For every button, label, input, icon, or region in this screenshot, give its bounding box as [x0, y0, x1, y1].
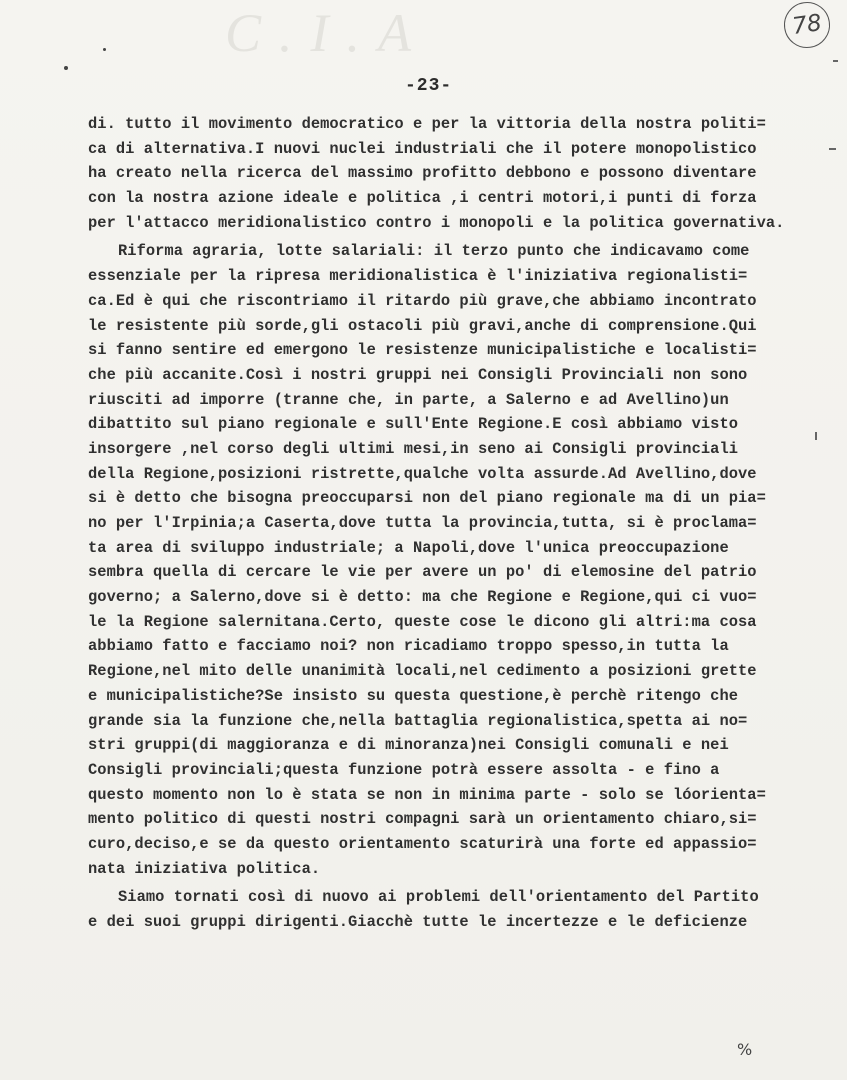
- text-line: le resistente più sorde,gli ostacoli più gravi,anche di comprensione.Qui: [88, 316, 757, 335]
- margin-mark: [829, 148, 836, 150]
- text-line: e municipalistiche?Se insisto su questa questione,è perchè ritengo che: [88, 686, 739, 705]
- typewritten-body: [88, 112, 828, 935]
- text-line: curo,deciso,e se da questo orientamento scaturirà una forte ed appassio=: [88, 834, 757, 853]
- paper-speck: [64, 66, 68, 70]
- text-line: e dei suoi gruppi dirigenti.Giacchè tutte le incertezze e le deficienze: [88, 913, 748, 931]
- corner-handwritten-mark: %: [737, 1040, 753, 1059]
- paragraph-start-line: Siamo tornati così di nuovo ai problemi dell'orientamento del Partito: [118, 888, 759, 907]
- text-line: nata iniziativa politica.: [88, 859, 321, 878]
- text-line: stri gruppi(di maggioranza e di minoranza)nei Consigli comunali e nei: [88, 736, 729, 755]
- text-line: riusciti ad imporre (tranne che, in parte, a Salerno e ad Avellino)un: [88, 390, 729, 409]
- text-line: si fanno sentire ed emergono le resistenze municipalistiche e localisti=: [88, 341, 757, 360]
- text-line: insorgere ,nel corso degli ultimi mesi,in seno ai Consigli provinciali: [88, 439, 739, 458]
- text-line: per l'attacco meridionalistico contro i monopoli e la politica governativa.: [88, 213, 785, 232]
- page-number: -23-: [405, 76, 453, 96]
- text-line: ca di alternativa.I nuovi nuclei industriali che il potere monopolistico: [88, 139, 757, 158]
- text-line: no per l'Irpinia;a Caserta,dove tutta la provincia,tutta, si è proclama=: [88, 514, 757, 532]
- text-line: di. tutto il movimento democratico e per la vittoria della nostra politi=: [88, 115, 766, 133]
- archive-watermark: C.I.A: [225, 3, 429, 63]
- text-line: ta area di sviluppo industriale; a Napoli,dove l'unica preoccupazione: [88, 538, 729, 557]
- text-line: Consigli provinciali;questa funzione potrà essere assolta - e fino a: [88, 760, 720, 779]
- text-line: Regione,nel mito delle unanimità locali,nel cedimento a posizioni grette: [88, 662, 757, 681]
- text-line: mento politico di questi nostri compagni sarà un orientamento chiaro,si=: [88, 810, 757, 829]
- archive-number-stamp: 78: [781, 0, 833, 51]
- text-line: della Regione,posizioni ristrette,qualche volta assurde.Ad Avellino,dove: [88, 464, 757, 483]
- text-line: si è detto che bisogna preoccuparsi non del piano regionale ma di un pia=: [88, 489, 766, 508]
- margin-mark: [833, 60, 838, 62]
- margin-mark: [815, 432, 817, 440]
- text-line: che più accanite.Così i nostri gruppi nei Consigli Provinciali non sono: [88, 365, 748, 384]
- text-line: dibattito sul piano regionale e sull'Ente Regione.E così abbiamo visto: [88, 415, 739, 434]
- text-line: essenziale per la ripresa meridionalistica è l'iniziativa regionalisti=: [88, 267, 748, 286]
- text-line: questo momento non lo è stata se non in minima parte - solo se lóorienta=: [88, 785, 766, 804]
- text-line: abbiamo fatto e facciamo noi? non ricadiamo troppo spesso,in tutta la: [88, 637, 729, 656]
- paper-speck: [103, 48, 106, 51]
- text-line: le la Regione salernitana.Certo, queste cose le dicono gli altri:ma cosa: [88, 612, 757, 631]
- text-line: sembra quella di cercare le vie per avere un po' di elemosine del patrio: [88, 563, 757, 582]
- text-line: con la nostra azione ideale e politica ,i centri motori,i punti di forza: [88, 189, 757, 208]
- text-line: grande sia la funzione che,nella battaglia regionalistica,spetta ai no=: [88, 711, 748, 730]
- text-line: governo; a Salerno,dove si è detto: ma che Regione e Regione,qui ci vuo=: [88, 588, 757, 607]
- text-line: ca.Ed è qui che riscontriamo il ritardo più grave,che abbiamo incontrato: [88, 291, 757, 310]
- text-line: ha creato nella ricerca del massimo profitto debbono e possono diventare: [88, 164, 757, 183]
- paragraph-start-line: Riforma agraria, lotte salariali: il terzo punto che indicavamo come: [118, 242, 750, 261]
